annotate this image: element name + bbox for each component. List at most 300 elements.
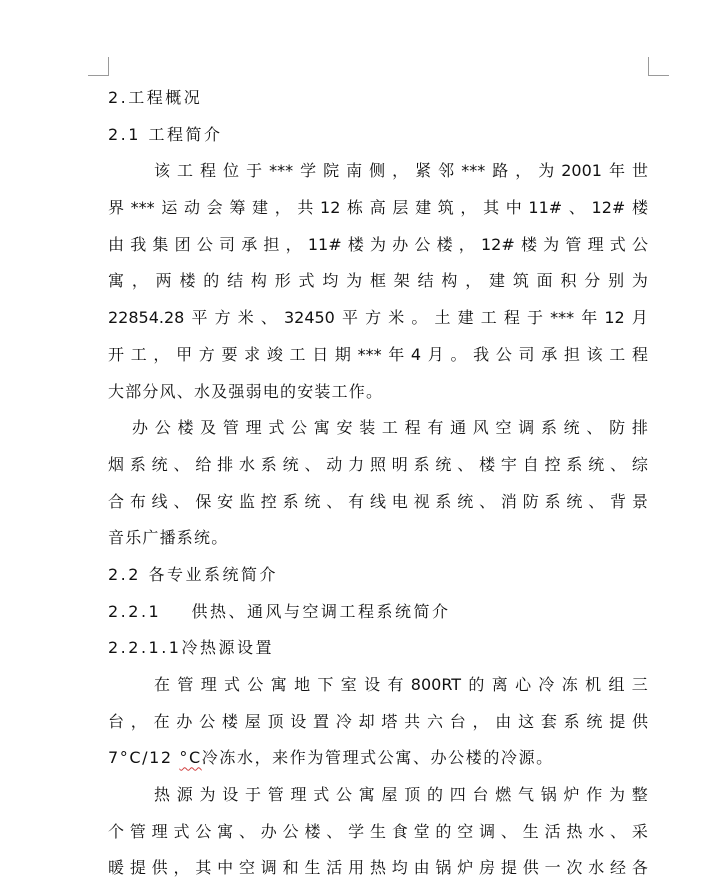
glyph: 寓 [358, 785, 375, 805]
glyph: 锅 [540, 785, 557, 805]
glyph: ， [130, 711, 147, 731]
glyph: 筑 [437, 198, 454, 218]
glyph: 我 [473, 344, 490, 364]
glyph: 位 [223, 161, 240, 181]
glyph: 要 [221, 344, 238, 364]
glyph: 锅 [435, 858, 452, 878]
glyph: 由 [413, 858, 430, 878]
glyph: 结 [227, 271, 244, 291]
glyph: 、 [457, 454, 474, 474]
glyph: 套 [540, 711, 557, 731]
glyph: ， [173, 858, 190, 878]
glyph: 公 [196, 234, 213, 254]
glyph: 式 [224, 675, 241, 694]
glyph: 年 [581, 308, 598, 328]
glyph: 公 [414, 234, 431, 254]
glyph: 为 [543, 234, 560, 254]
glyph: 侧 [369, 161, 386, 181]
glyph: ， [285, 234, 302, 254]
glyph: 于 [526, 308, 543, 328]
paragraph-line-last: 大部分风、水及强弱电的安装工作。 [108, 381, 384, 401]
glyph: 心 [515, 675, 532, 694]
glyph: 楼 [520, 234, 537, 254]
glyph: 离 [491, 675, 508, 694]
glyph: 统 [151, 454, 168, 474]
glyph: 明 [391, 454, 408, 474]
glyph: 程 [503, 308, 520, 328]
glyph: 水 [238, 454, 255, 474]
glyph: 筹 [229, 198, 246, 218]
glyph: 中 [505, 198, 522, 218]
glyph: 。 [450, 344, 467, 364]
glyph: 邻 [438, 161, 455, 181]
glyph: 热 [154, 785, 171, 805]
glyph: 给 [195, 454, 212, 474]
glyph: 有 [427, 418, 444, 438]
glyph: 楼 [347, 234, 364, 254]
glyph: 米 [388, 308, 405, 328]
glyph: 11# [307, 234, 342, 254]
glyph: 地 [294, 675, 311, 694]
glyph: 监 [238, 491, 255, 511]
glyph: 寓 [270, 675, 287, 694]
heading-system-intro: 2.2 各专业系统简介 [108, 564, 279, 584]
glyph: 机 [585, 675, 602, 694]
glyph: 为 [609, 785, 626, 805]
glyph: 期 [334, 344, 351, 364]
glyph: 栋 [347, 198, 364, 218]
glyph: 排 [217, 454, 234, 474]
glyph: 2001 [561, 161, 602, 181]
glyph: 办 [392, 234, 409, 254]
glyph: 年 [608, 161, 625, 181]
glyph: 甲 [176, 344, 193, 364]
glyph: 活 [544, 821, 561, 841]
glyph: 由 [495, 711, 512, 731]
glyph: 工 [609, 344, 626, 364]
glyph: *** [130, 198, 155, 218]
glyph: 置 [313, 711, 330, 731]
glyph: 提 [500, 858, 517, 878]
paragraph-systems-list [108, 410, 648, 557]
glyph: 通 [450, 418, 467, 438]
glyph: 统 [586, 711, 603, 731]
glyph: 热 [566, 821, 583, 841]
glyph: 为 [631, 271, 648, 291]
glyph: 设 [364, 675, 381, 694]
glyph: 源 [176, 785, 193, 805]
glyph: 司 [518, 344, 535, 364]
glyph: 三 [631, 675, 648, 694]
glyph: 、 [479, 491, 496, 511]
glyph: 工 [289, 344, 306, 364]
glyph: 共 [404, 711, 421, 731]
glyph: 景 [631, 491, 648, 511]
glyph: 紧 [415, 161, 432, 181]
glyph: 4 [410, 344, 422, 364]
glyph: 水 [588, 858, 605, 878]
glyph: 合 [108, 491, 125, 511]
glyph: ， [515, 161, 532, 181]
glyph: 统 [282, 454, 299, 474]
glyph: 作 [586, 785, 603, 805]
glyph: 高 [369, 198, 386, 218]
glyph: 12# [481, 234, 515, 254]
glyph: 系 [413, 454, 430, 474]
glyph: 框 [369, 271, 386, 291]
glyph: 统 [563, 418, 580, 438]
glyph: 系 [282, 491, 299, 511]
glyph: 平 [341, 308, 358, 328]
glyph: 承 [241, 234, 258, 254]
glyph: 由 [108, 234, 125, 254]
glyph: 力 [348, 454, 365, 474]
glyph: 生 [304, 858, 321, 878]
glyph: 调 [479, 821, 496, 841]
paragraph-cold-source [108, 667, 648, 777]
glyph: 活 [326, 858, 343, 878]
glyph: 冷 [538, 675, 555, 694]
glyph: 动 [184, 198, 201, 218]
glyph: 管 [177, 675, 194, 694]
heading-project-intro: 2.1 工程简介 [108, 124, 223, 144]
glyph: 在 [154, 675, 171, 694]
glyph: 冷 [335, 711, 352, 731]
glyph: 提 [609, 711, 626, 731]
glyph: 公 [282, 821, 299, 841]
glyph: 构 [250, 271, 267, 291]
spellcheck-flagged-text: °C [179, 748, 202, 768]
document-body [108, 80, 648, 887]
glyph: 装 [359, 418, 376, 438]
glyph: 统 [566, 491, 583, 511]
glyph: 寓 [313, 418, 330, 438]
paragraph-line [108, 410, 648, 447]
glyph: 该 [586, 344, 603, 364]
paragraph-heat-source [108, 777, 648, 887]
paragraph-project-intro [108, 153, 648, 410]
glyph: 组 [608, 675, 625, 694]
glyph: 22854.28 [108, 308, 185, 328]
glyph: 系 [129, 454, 146, 474]
glyph: 的 [427, 785, 444, 805]
glyph: 于 [245, 785, 262, 805]
glyph: 统 [304, 491, 321, 511]
glyph: 理 [151, 821, 168, 841]
glyph: 安 [217, 491, 234, 511]
glyph: 800RT [410, 675, 462, 694]
paragraph-text: 冷冻水，来作为管理式公寓、办公楼的冷源。 [201, 748, 554, 768]
glyph: 用 [348, 858, 365, 878]
glyph: ， [392, 161, 409, 181]
glyph: 的 [203, 271, 220, 291]
glyph: 食 [391, 821, 408, 841]
glyph: 月 [631, 308, 648, 328]
glyph: 、 [568, 198, 585, 218]
paragraph-line [108, 153, 648, 190]
glyph: 风 [472, 418, 489, 438]
paragraph-line-last [108, 740, 648, 777]
glyph: 、 [326, 491, 343, 511]
paragraph-line [108, 667, 648, 704]
glyph: 其 [195, 858, 212, 878]
glyph: 台 [449, 711, 466, 731]
glyph: 其 [483, 198, 500, 218]
glyph: ， [458, 234, 475, 254]
glyph: 会 [206, 198, 223, 218]
glyph: 系 [563, 711, 580, 731]
paragraph-line [108, 814, 648, 851]
glyph: *** [461, 161, 486, 181]
glyph: 、 [586, 418, 603, 438]
glyph: 公 [195, 821, 212, 841]
glyph: 管 [129, 821, 146, 841]
glyph: 动 [326, 454, 343, 474]
glyph: 日 [312, 344, 329, 364]
glyph: 工 [177, 161, 194, 181]
glyph: 楼 [436, 234, 453, 254]
glyph: 供 [522, 858, 539, 878]
glyph: 楼 [631, 198, 648, 218]
heading-hvac-intro: 2.2.1 供热、通风与空调工程系统简介 [108, 601, 451, 621]
glyph: 担 [563, 344, 580, 364]
glyph: ， [465, 271, 482, 291]
glyph: 空 [457, 821, 474, 841]
glyph: 式 [268, 418, 285, 438]
glyph: 程 [631, 344, 648, 364]
glyph: *** [269, 161, 294, 181]
glyph: 冻 [561, 675, 578, 694]
glyph: 理 [200, 675, 217, 694]
glyph: 气 [518, 785, 535, 805]
glyph: 求 [244, 344, 261, 364]
glyph: 统 [457, 491, 474, 511]
glyph: 办 [132, 418, 149, 438]
crop-mark-top-left-vertical [108, 57, 109, 76]
glyph: 台 [472, 785, 489, 805]
paragraph-line [108, 190, 648, 227]
glyph: 寓 [217, 821, 234, 841]
glyph: 屋 [244, 711, 261, 731]
glyph: 暖 [108, 858, 125, 878]
glyph: 。 [411, 308, 428, 328]
paragraph-line [108, 484, 648, 521]
paragraph-line [108, 337, 648, 374]
paragraph-line [108, 777, 648, 814]
glyph: 炉 [563, 785, 580, 805]
glyph: 方 [365, 308, 382, 328]
glyph: 为 [369, 234, 386, 254]
glyph: 个 [108, 821, 125, 841]
glyph: 年 [388, 344, 405, 364]
glyph: 布 [129, 491, 146, 511]
glyph: 房 [479, 858, 496, 878]
glyph: 别 [608, 271, 625, 291]
glyph: 两 [155, 271, 172, 291]
glyph: 、 [588, 491, 605, 511]
glyph: 设 [222, 785, 239, 805]
glyph: 保 [195, 491, 212, 511]
glyph: 楼 [304, 821, 321, 841]
glyph: 、 [500, 821, 517, 841]
glyph: 照 [369, 454, 386, 474]
glyph: 调 [260, 858, 277, 878]
glyph: 米 [237, 308, 254, 328]
glyph: 一 [544, 858, 561, 878]
glyph: 建 [457, 308, 474, 328]
glyph: 管 [267, 785, 284, 805]
glyph: 12# [591, 198, 626, 218]
glyph: 12 [320, 198, 341, 218]
glyph: 下 [317, 675, 334, 694]
glyph: 次 [566, 858, 583, 878]
glyph: 楼 [221, 711, 238, 731]
glyph: 防 [609, 418, 626, 438]
glyph: 为 [538, 161, 555, 181]
glyph: 公 [631, 234, 648, 254]
glyph: 采 [631, 821, 648, 841]
glyph: 建 [489, 271, 506, 291]
glyph: 方 [198, 344, 215, 364]
glyph: 月 [427, 344, 444, 364]
glyph: 工 [480, 308, 497, 328]
glyph: 、 [304, 454, 321, 474]
glyph: 经 [610, 858, 627, 878]
glyph: 、 [260, 308, 277, 328]
glyph: 程 [404, 418, 421, 438]
glyph: 安 [336, 418, 353, 438]
glyph: 我 [130, 234, 147, 254]
glyph: 、 [610, 821, 627, 841]
glyph: 承 [541, 344, 558, 364]
glyph: 排 [631, 418, 648, 438]
glyph: 各 [631, 858, 648, 878]
glyph: 运 [161, 198, 178, 218]
glyph: 综 [631, 454, 648, 474]
glyph: 楼 [177, 418, 194, 438]
glyph: 办 [260, 821, 277, 841]
glyph: 在 [153, 711, 170, 731]
glyph: 学 [300, 161, 317, 181]
glyph: 控 [544, 454, 561, 474]
glyph: 水 [588, 821, 605, 841]
glyph: 团 [174, 234, 191, 254]
glyph: 空 [238, 858, 255, 878]
glyph: 司 [219, 234, 236, 254]
glyph: 面 [536, 271, 553, 291]
glyph: 该 [154, 161, 171, 181]
glyph: 公 [154, 418, 171, 438]
glyph: 设 [290, 711, 307, 731]
glyph: 自 [522, 454, 539, 474]
glyph: 建 [252, 198, 269, 218]
crop-mark-top-right [648, 75, 669, 76]
glyph: 堂 [413, 821, 430, 841]
glyph: 生 [369, 821, 386, 841]
paragraph-line [108, 300, 648, 337]
glyph: 空 [495, 418, 512, 438]
glyph: 系 [540, 418, 557, 438]
temperature-text: 7°C/12 [108, 748, 180, 768]
glyph: 工 [130, 344, 147, 364]
glyph: 背 [610, 491, 627, 511]
paragraph-line [108, 447, 648, 484]
glyph: 系 [544, 491, 561, 511]
glyph: 均 [322, 271, 339, 291]
glyph: 、 [173, 491, 190, 511]
glyph: 世 [631, 161, 648, 181]
paragraph-line [108, 704, 648, 741]
glyph: 程 [200, 161, 217, 181]
glyph: 竣 [266, 344, 283, 364]
glyph: 寓 [108, 271, 125, 291]
glyph: 土 [434, 308, 451, 328]
glyph: 集 [152, 234, 169, 254]
glyph: 式 [298, 271, 315, 291]
glyph: 公 [199, 711, 216, 731]
glyph: 均 [391, 858, 408, 878]
crop-mark-top-right-vertical [648, 57, 649, 76]
glyph: 视 [413, 491, 430, 511]
glyph: 热 [369, 858, 386, 878]
glyph: 提 [129, 858, 146, 878]
glyph: 分 [584, 271, 601, 291]
glyph: 、 [173, 454, 190, 474]
glyph: 式 [173, 821, 190, 841]
glyph: 六 [426, 711, 443, 731]
glyph: 为 [346, 271, 363, 291]
glyph: 烟 [108, 454, 125, 474]
glyph: 线 [369, 491, 386, 511]
glyph: 塔 [381, 711, 398, 731]
glyph: 办 [176, 711, 193, 731]
glyph: 生 [522, 821, 539, 841]
glyph: ， [472, 711, 489, 731]
glyph: *** [357, 344, 382, 364]
heading-cold-heat-source: 2.2.1.1冷热源设置 [108, 638, 274, 658]
glyph: 系 [435, 491, 452, 511]
crop-mark-top-left [88, 75, 109, 76]
glyph: 消 [500, 491, 517, 511]
glyph: 架 [393, 271, 410, 291]
glyph: 为 [199, 785, 216, 805]
glyph: 南 [346, 161, 363, 181]
glyph: 于 [246, 161, 263, 181]
glyph: 宇 [500, 454, 517, 474]
glyph: 调 [518, 418, 535, 438]
glyph: 和 [282, 858, 299, 878]
glyph: 屋 [381, 785, 398, 805]
glyph: 统 [588, 454, 605, 474]
glyph: 楼 [479, 454, 496, 474]
glyph: *** [550, 308, 575, 328]
glyph: 的 [468, 675, 485, 694]
glyph: 院 [323, 161, 340, 181]
glyph: 式 [313, 785, 330, 805]
glyph: 整 [631, 785, 648, 805]
glyph: 统 [435, 454, 452, 474]
glyph: 炉 [457, 858, 474, 878]
glyph: 系 [566, 454, 583, 474]
glyph: 的 [435, 821, 452, 841]
glyph: 建 [415, 198, 432, 218]
glyph: 楼 [179, 271, 196, 291]
glyph: 学 [348, 821, 365, 841]
glyph: 筑 [512, 271, 529, 291]
glyph: 电 [391, 491, 408, 511]
glyph: 有 [387, 675, 404, 694]
glyph: 供 [631, 711, 648, 731]
